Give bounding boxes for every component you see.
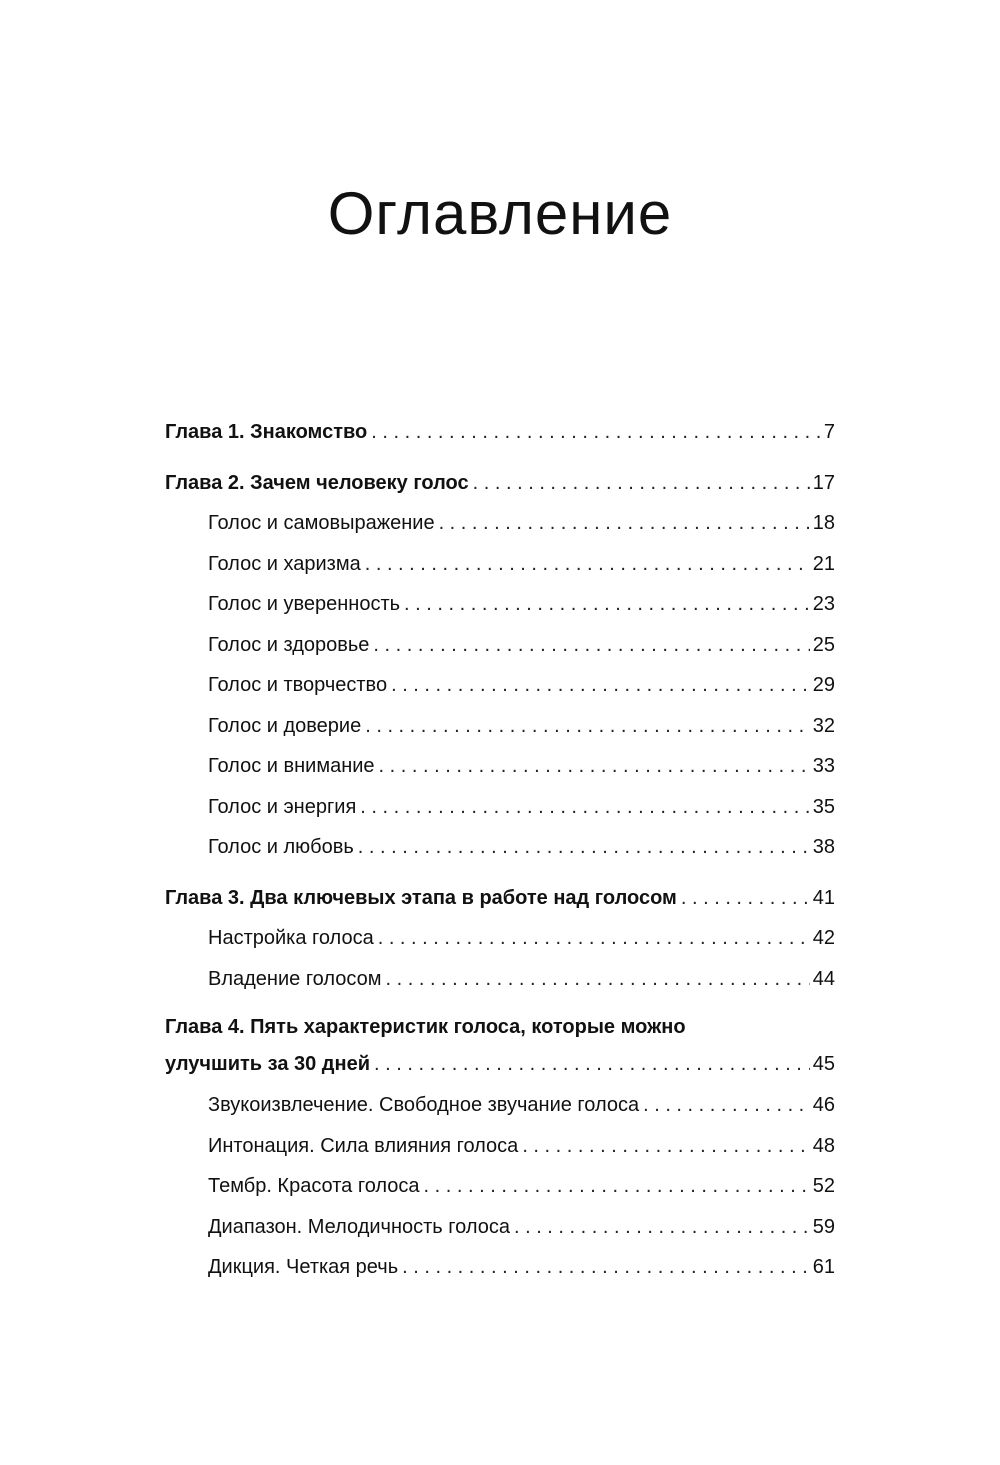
toc-page-number: 7 xyxy=(823,421,835,443)
toc-chapter-4[interactable] xyxy=(165,1009,835,1085)
toc-page-number: 25 xyxy=(812,633,835,656)
leader-dots xyxy=(681,878,810,918)
toc-entry-label: Голос и творчество xyxy=(208,674,388,696)
toc-page-number: 17 xyxy=(812,471,835,494)
toc-section[interactable] xyxy=(165,959,835,1000)
leader-dots xyxy=(391,665,810,705)
toc-entry-label: Голос и харизма xyxy=(208,552,361,575)
toc-section[interactable] xyxy=(165,1085,835,1126)
toc-page-number: 61 xyxy=(812,1256,835,1278)
leader-dots xyxy=(473,463,810,503)
toc-entry-label: Голос и энергия xyxy=(208,795,357,818)
table-of-contents xyxy=(165,412,835,1288)
toc-section[interactable] xyxy=(165,625,835,666)
leader-dots xyxy=(378,918,810,958)
toc-entry-label: Дикция. Четкая речь xyxy=(208,1256,399,1278)
toc-entry-label: Звукоизвлечение. Свободное звучание голоса xyxy=(208,1094,640,1116)
leader-dots xyxy=(373,625,809,665)
toc-page-number: 32 xyxy=(812,714,835,737)
toc-entry-label: Глава 3. Два ключевых этапа в работе над голосом xyxy=(165,886,677,909)
toc-entry-label: Голос и здоровье xyxy=(208,633,370,656)
toc-page-number: 21 xyxy=(812,552,835,575)
toc-section[interactable] xyxy=(165,706,835,747)
toc-entry-label: Голос и самовыражение xyxy=(208,512,435,534)
toc-section[interactable] xyxy=(165,1207,835,1248)
toc-page-number: 41 xyxy=(812,886,835,909)
toc-section[interactable] xyxy=(165,1166,835,1207)
toc-entry-label: Глава 2. Зачем человеку голос xyxy=(165,471,469,494)
toc-entry-label: Глава 1. Знакомство xyxy=(165,421,368,443)
toc-page-number: 44 xyxy=(812,967,835,990)
toc-section[interactable] xyxy=(165,918,835,959)
toc-entry-label: Диапазон. Мелодичность голоса xyxy=(208,1215,510,1238)
leader-dots xyxy=(424,1166,810,1206)
toc-section[interactable] xyxy=(165,787,835,828)
toc-page-number: 23 xyxy=(812,593,835,615)
toc-section[interactable] xyxy=(165,584,835,625)
leader-dots xyxy=(404,584,810,624)
toc-section[interactable] xyxy=(165,503,835,544)
toc-entry-label: Тембр. Красота голоса xyxy=(208,1175,420,1197)
toc-section[interactable] xyxy=(165,665,835,706)
toc-entry-label: Голос и любовь xyxy=(208,836,354,858)
toc-section[interactable] xyxy=(165,827,835,868)
leader-dots xyxy=(439,503,810,543)
toc-page-number: 33 xyxy=(812,755,835,777)
toc-page-number: 48 xyxy=(812,1134,835,1157)
leader-dots xyxy=(365,544,810,584)
toc-section[interactable] xyxy=(165,544,835,585)
toc-chapter-1[interactable] xyxy=(165,412,835,453)
toc-page-number: 59 xyxy=(812,1215,835,1238)
toc-page-number: 45 xyxy=(812,1053,835,1075)
toc-entry-label: Голос и уверенность xyxy=(208,593,401,615)
leader-dots xyxy=(358,827,810,867)
toc-entry-label: Голос и доверие xyxy=(208,714,362,737)
toc-entry-label: Голос и внимание xyxy=(208,755,375,777)
leader-dots xyxy=(379,746,810,786)
toc-page-number: 38 xyxy=(812,836,835,858)
leader-dots xyxy=(402,1247,810,1287)
toc-entry-label-line2: улучшить за 30 дней xyxy=(165,1053,370,1075)
leader-dots xyxy=(522,1126,809,1166)
toc-section[interactable] xyxy=(165,1126,835,1167)
toc-chapter-2[interactable] xyxy=(165,463,835,504)
leader-dots xyxy=(643,1085,810,1125)
toc-page-number: 18 xyxy=(812,512,835,534)
toc-page-number: 52 xyxy=(812,1175,835,1197)
toc-page-number: 29 xyxy=(812,674,835,696)
toc-page-number: 42 xyxy=(812,927,835,949)
toc-page-number: 35 xyxy=(812,795,835,818)
toc-page-number: 46 xyxy=(812,1094,835,1116)
leader-dots xyxy=(514,1207,810,1247)
toc-entry-label-line1: Глава 4. Пять характеристик голоса, которые можно xyxy=(165,1016,686,1038)
leader-dots xyxy=(374,1045,810,1083)
leader-dots xyxy=(360,787,809,827)
page-title: Оглавление xyxy=(327,180,673,247)
leader-dots xyxy=(365,706,810,746)
toc-section[interactable] xyxy=(165,746,835,787)
toc-section[interactable] xyxy=(165,1247,835,1288)
leader-dots xyxy=(385,959,809,999)
toc-entry-label: Интонация. Сила влияния голоса xyxy=(208,1134,519,1157)
toc-entry-label: Настройка голоса xyxy=(208,927,374,949)
leader-dots xyxy=(371,412,821,452)
toc-chapter-3[interactable] xyxy=(165,878,835,919)
toc-entry-label: Владение голосом xyxy=(208,967,382,990)
